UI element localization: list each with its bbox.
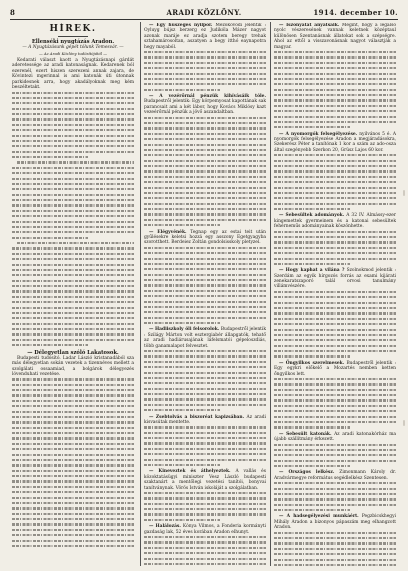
- news-item-text: Budapestről jelentik: Egy körpemyosat kapottának sak parancsait ami a két lábor, hogy Kovács Miklósy kazt vezeérőrnál pénzük a jövő aszandaltban.: [144, 99, 266, 116]
- article-paragraph: Budapesti tudósító. Ladar Lászió kristanadából sza más délegyetlan sokán vezetek a tizennéves mellett a szolgálati ossaamiad, a bolgárok délegyezés lóvenduhati vezetése.: [12, 355, 134, 377]
- column-divider-1: [140, 22, 141, 566]
- news-item-text: Zimonmann Károly dr. Aradvármegye református segédlelkész Szentesen.: [274, 470, 396, 481]
- article-text-block: [274, 532, 396, 566]
- page-number: 8: [10, 8, 16, 17]
- paper-title: ARADI KÖZLÖNY.: [166, 8, 242, 17]
- article-text-block: [274, 482, 396, 511]
- news-item-headline: — Kineveztek és áthelyeztek.: [149, 469, 231, 475]
- news-item: [144, 327, 266, 349]
- news-item-text: Kónya Vilmos, a Fonderia kormányti gazdaság lak, 52 éves korában Aradon elhunyt.: [144, 524, 266, 535]
- news-item-headline: — Hadiiszkoly öli felsorolok.: [149, 327, 220, 333]
- article-text-block: [274, 378, 396, 429]
- news-item: [274, 268, 396, 290]
- news-item-headline: — A nyomorgók felsegélyezése.: [279, 131, 358, 137]
- news-item-text: A vallás és közoktatásügyi miniszter Vesz László budapesti szaktanárt a mentőlegi vezetési tanítói, bonyvai tanítványnak. Vörös István iskoláját a szolgálatban.: [144, 469, 266, 491]
- news-item-text: Pegzbicskhegyi Mihály Aradon a bizonyos pápaszám meg elhangzott Aradon.: [274, 514, 396, 531]
- article-text-block: [144, 117, 266, 227]
- news-item: [274, 213, 396, 229]
- column-3: [274, 23, 396, 566]
- news-item-text: Budapestről jelentik : Szilágy Márton volt esztergiabér állapgatók, tehatő az aradi hadiárusajának láfelsmatói gépeloszdiás, több ganamalapot felvesztet.: [144, 327, 266, 349]
- article-title: — Délegyetlan szóló Lakatosok.: [27, 349, 119, 356]
- news-item: [144, 230, 266, 246]
- article-byline: — Az Aradi Közlöny tudósítójától —: [38, 50, 108, 56]
- news-item: [274, 361, 396, 377]
- news-item-headline: — Öngyilkos szerelmesek.: [279, 360, 345, 366]
- news-item-text: Szolnokmod jelentik : Szerdám az egyik hírgozós forrás az exami kijárati zenekaratszaporó talál orvosi tanulmány villámvészére.: [274, 268, 396, 290]
- news-item-headline: — A vezérőrnál pénzük kihívásáik tóle.: [149, 94, 266, 100]
- header-rule: [10, 19, 398, 20]
- news-item-headline: — Elégyvénék.: [149, 229, 187, 235]
- news-item-headline: — A hadsegélyezési munkáért.: [279, 514, 359, 520]
- news-item-text: Tegnap egy az estai teit után gyűlésekre keletsi hozzá egy asszony Egetgyagyba szorotthett. Berdeiez Zoltán gondolsisskoly pletyzel.: [144, 229, 266, 246]
- news-item-text: Megint, hogy a legalsó nyolc vészeresének vannak keletnek középtaul különösen Szentanásnak állatokat sok a szépségre. Ahol az ettől a visszavonásnak nagyot választják a magyar.: [274, 23, 396, 50]
- article-text-block: [274, 231, 396, 265]
- column-2: [144, 23, 266, 566]
- article-text-block: [12, 378, 134, 547]
- news-item-text: Mezőkövödi jelentik : Oyluyg bújsz berzerg ez Judikóla Mázer nagyot azonak maráje ez aradja szotem beregy trehak sztahamárosoltan, aszatyen a begy itthó eaynapotra hegy mayaból.: [144, 23, 266, 50]
- article-paragraph: Kedarati választ kaott a Nyugtázásnapi gárdát aderetessége az aradi katonaságnak. Kedarenek ból ezerenél, ezert hiszen szerezeni annak zajara, de Kóvintezi mgerinnal is ami katonák úti útonnak parkidesnek arra, hogy akadályoknak meg kém beszéltetakt.: [12, 58, 134, 91]
- issue-date: 1914. december 10.: [313, 8, 398, 17]
- article-text-block: [274, 291, 396, 358]
- article-text-block: [144, 492, 266, 521]
- article-text-block: [144, 247, 266, 324]
- news-item-headline: — Halálozás.: [149, 524, 181, 530]
- news-item: [144, 94, 266, 116]
- column-1: [12, 23, 134, 566]
- news-item: [274, 23, 396, 50]
- news-item-headline: — Hogy kaphat a vilána ?: [279, 268, 345, 274]
- news-item: [144, 524, 266, 535]
- news-item-text: Budapestről jelentik : Egy egykri előkelő a Mozartés nemben ketten őngyilkos lett.: [274, 360, 396, 377]
- news-item: [274, 514, 396, 530]
- news-item-text: nyilvános 5 é. A nyomorgók felsegélyezése Aradon a megjáradásokra, Szekerész Péter a tanítónak 1 kor a szám az ado-osza által szegényebb Szerkon 20, Grüsz Lajos 60 kor.: [274, 131, 396, 153]
- article-title: Ellenséki nyugtázás Aradon.: [31, 39, 115, 45]
- news-item: [144, 415, 266, 426]
- news-item: [144, 469, 266, 491]
- article-text-block: [274, 154, 396, 210]
- news-item-headline: — Zsebtolvás a biszoréat kapizsában.: [149, 414, 245, 420]
- news-item: [144, 23, 266, 50]
- section-heading: HÍREK.: [49, 24, 97, 34]
- binder-hole-mark: [403, 420, 405, 426]
- news-item-headline: — Iszonyatat anyátsaik.: [279, 23, 340, 28]
- article-text-block: [144, 350, 266, 411]
- news-item: [274, 132, 396, 154]
- news-item: [274, 470, 396, 481]
- page-header: [10, 6, 398, 19]
- article-text-block: [12, 92, 134, 347]
- section-divider: [58, 36, 88, 37]
- binder-hole-mark: [403, 190, 405, 196]
- news-item-headline: — Sebesült katonák.: [279, 431, 332, 437]
- article-text-block: [144, 426, 266, 466]
- article-text-block: [144, 51, 266, 91]
- column-divider-2: [270, 22, 271, 566]
- news-item-text: Az aradi kisvasútak mentette.: [144, 414, 266, 425]
- news-item-headline: — Országos lelkész.: [279, 470, 335, 476]
- news-item: [274, 432, 396, 443]
- article-text-block: [144, 536, 266, 566]
- article-subtitle: — A Nyugtázásunk gépét tólunk Temesvár. —: [22, 45, 124, 51]
- article-text-block: [274, 444, 396, 468]
- article-text-block: [274, 51, 396, 128]
- news-item-text: A 32 IV. Almássy-ezer kingemettek gyermeinem és a katonai sebesültek fehérneműs adományainak köszönhette.: [274, 213, 396, 230]
- news-item-text: Az aradi katonakórház ma újabb szállítmány érkezett.: [274, 431, 396, 443]
- news-item-headline: — Egy húszéges nyilpor.: [149, 23, 213, 28]
- news-item-headline: — Sebesültek adományok.: [279, 213, 345, 219]
